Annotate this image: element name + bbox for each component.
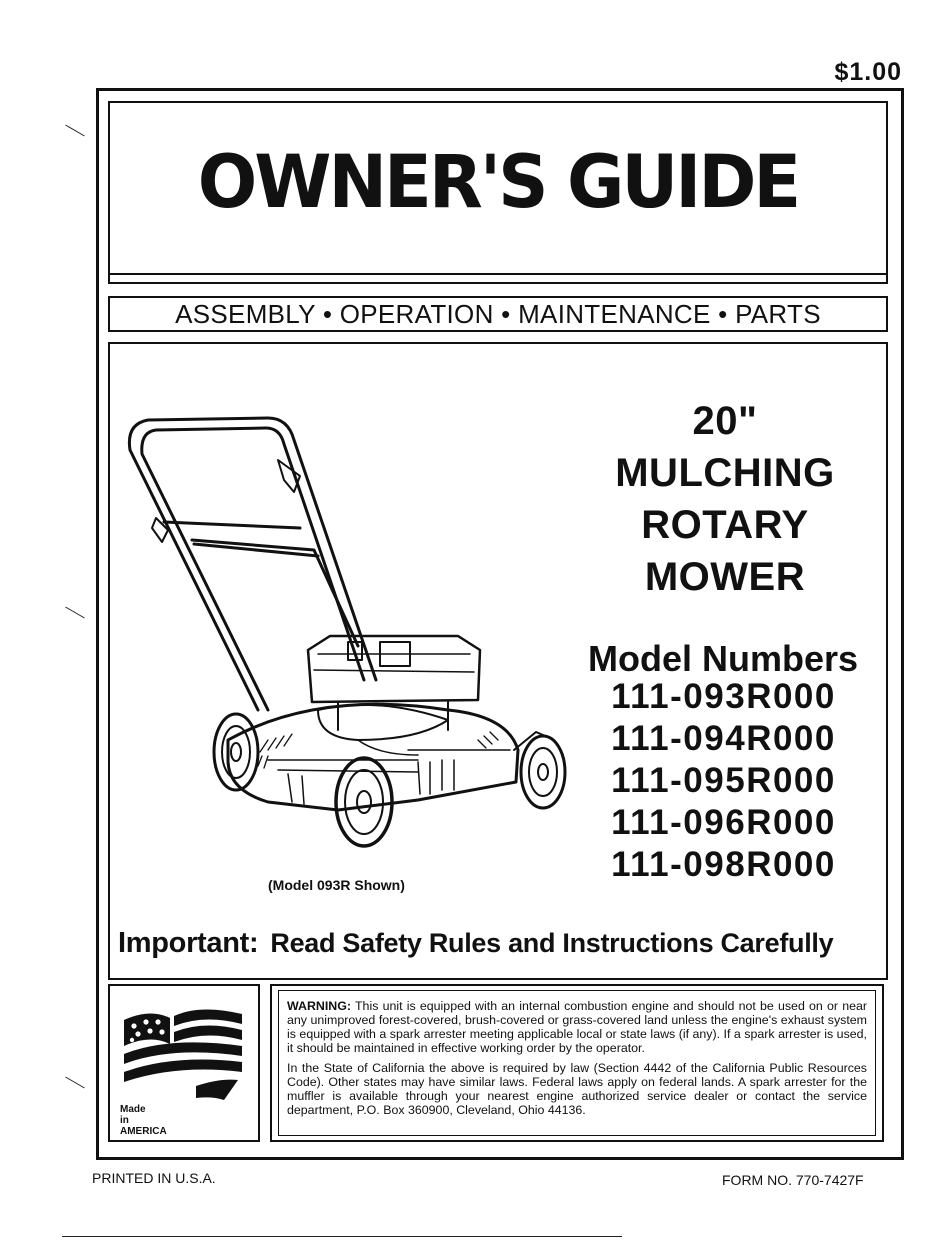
price-label: $1.00: [834, 58, 902, 86]
warning-label: WARNING:: [287, 999, 352, 1013]
important-notice: [118, 927, 833, 960]
model-number: 111-094R000: [611, 719, 836, 758]
title-divider: [110, 273, 886, 275]
model-number: 111-093R000: [611, 677, 836, 716]
product-line-3: MOWER: [644, 555, 806, 599]
illustration-caption: (Model 093R Shown): [268, 877, 405, 893]
warning-paragraph-2: In the State of California the above is required by law (Section 4442 of the California Public Resources Code). Other states may have similar laws. Federal laws apply on federal lands. A spark arrester for the muffler is available through your nearest engine authorized service dealer or contact the service department, P.O. Box 360900, Cleveland, Ohio 44136.: [287, 1061, 867, 1117]
important-label: Important:: [118, 927, 259, 959]
lawn-mower-illustration: [118, 410, 588, 850]
warning-inner: [278, 990, 876, 1136]
important-text: Read Safety Rules and Instructions Carefully: [270, 928, 834, 958]
deck-size: 20": [692, 399, 758, 443]
american-flag-icon: [120, 1000, 250, 1104]
product-name: [585, 395, 865, 603]
page-title: OWNER'S GUIDE: [197, 138, 799, 226]
bottom-rule: [62, 1236, 622, 1237]
product-line-2: ROTARY: [641, 503, 809, 547]
model-number: 111-096R000: [611, 803, 836, 842]
subtitle-banner: ASSEMBLY • OPERATION • MAINTENANCE • PARTS: [108, 296, 888, 332]
warning-paragraph-1: WARNING: This unit is equipped with an internal combustion engine and should not be used on or near any unimproved forest-covered, brush-covered or grass-covered land unless the engine's exhaust system is equipped with a spark arrester meeting applicable local or state laws (if any). If a spark arrester is used, it should be maintained in effective working order by the operator.: [287, 999, 868, 1055]
form-number: FORM NO. 770-7427F: [722, 1172, 864, 1188]
warning-box: [270, 984, 884, 1142]
model-number: 111-098R000: [611, 845, 836, 884]
product-line-1: MULCHING: [615, 451, 835, 495]
model-numbers-heading: Model Numbers: [587, 638, 859, 679]
scan-mark: [65, 1077, 85, 1089]
title-box: [108, 101, 888, 284]
model-number-list: [596, 676, 851, 886]
scan-mark: [65, 607, 85, 619]
made-in-america-label: Made in AMERICA: [120, 1104, 167, 1137]
model-number: 111-095R000: [611, 761, 836, 800]
printed-in-label: PRINTED IN U.S.A.: [92, 1170, 216, 1186]
made-in-america-box: [108, 984, 260, 1142]
scan-mark: [65, 125, 85, 137]
